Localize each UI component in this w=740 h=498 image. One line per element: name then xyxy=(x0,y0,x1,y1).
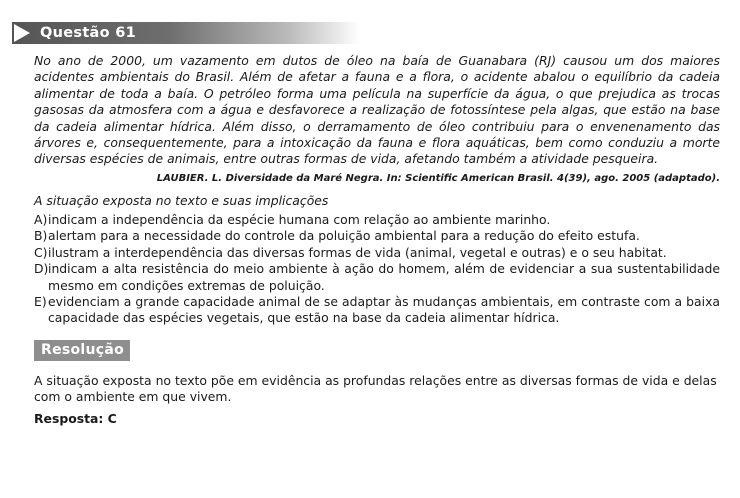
option-c xyxy=(34,245,720,261)
option-b xyxy=(34,228,720,244)
question-title: Questão 61 xyxy=(40,25,137,41)
option-letter: A) xyxy=(34,212,48,227)
passage-text: No ano de 2000, um vazamento em dutos de óleo na baía de Guanabara (RJ) causou um dos maiores acidentes ambientais do Brasil. Além de afetar a fauna e a flora, o acidente abalou o equilíbrio da cadeia alimentar de toda a baía. O petróleo forma uma película na superfície da água, o que prejudica as trocas gasosas da atmosfera com a água e desfavorece a realização de fotossíntese pela algas, que estão na base da cadeia alimentar hídrica. Além disso, o derramamento de óleo contribuiu para o envenenamento das árvores e, consequentemente, para a intoxicação da fauna e flora aquáticas, bem como conduziu a morte diversas espécies de animais, entre outras formas de vida, afetando também a atividade pesqueira. xyxy=(34,53,720,167)
answer-text: Resposta: C xyxy=(34,411,117,426)
question-passage xyxy=(34,53,720,168)
question-prompt: A situação exposta no texto e suas implicações xyxy=(34,193,329,208)
play-arrow-icon xyxy=(14,24,30,42)
option-letter: C) xyxy=(34,244,48,260)
option-text: evidenciam a grande capacidade animal de se adaptar às mudanças ambientais, em contraste com a baixa capacidade das espécies vegetais, que estão na base da cadeia alimentar hídrica. xyxy=(48,294,720,326)
option-text: alertam para a necessidade do controle da poluição ambiental para a redução do efeito estufa. xyxy=(48,228,640,244)
option-a xyxy=(34,212,720,228)
citation: LAUBIER. L. Diversidade da Maré Negra. In: Scientific American Brasil. 4(39), ago. 2005 (adaptado). xyxy=(156,173,720,184)
resolution-text: A situação exposta no texto põe em evidência as profundas relações entre as diversas formas de vida e delas com o ambiente em que vivem. xyxy=(34,373,717,405)
option-text: ilustram a interdependência das diversas formas de vida (animal, vegetal e outras) e o seu habitat. xyxy=(48,244,667,260)
option-letter: D) xyxy=(34,261,49,277)
resolution-title: Resolução xyxy=(41,342,125,358)
option-text: indicam a independência da espécie humana com relação ao ambiente marinho. xyxy=(48,212,551,227)
option-d xyxy=(34,261,720,294)
option-text: indicam a alta resistência do meio ambiente à ação do homem, além de evidenciar a sua sustentabilidade mesmo em condições extremas de poluição. xyxy=(48,261,720,293)
answer-options xyxy=(34,212,720,327)
option-e xyxy=(34,294,720,327)
option-letter: E) xyxy=(34,294,47,310)
option-letter: B) xyxy=(34,228,48,244)
